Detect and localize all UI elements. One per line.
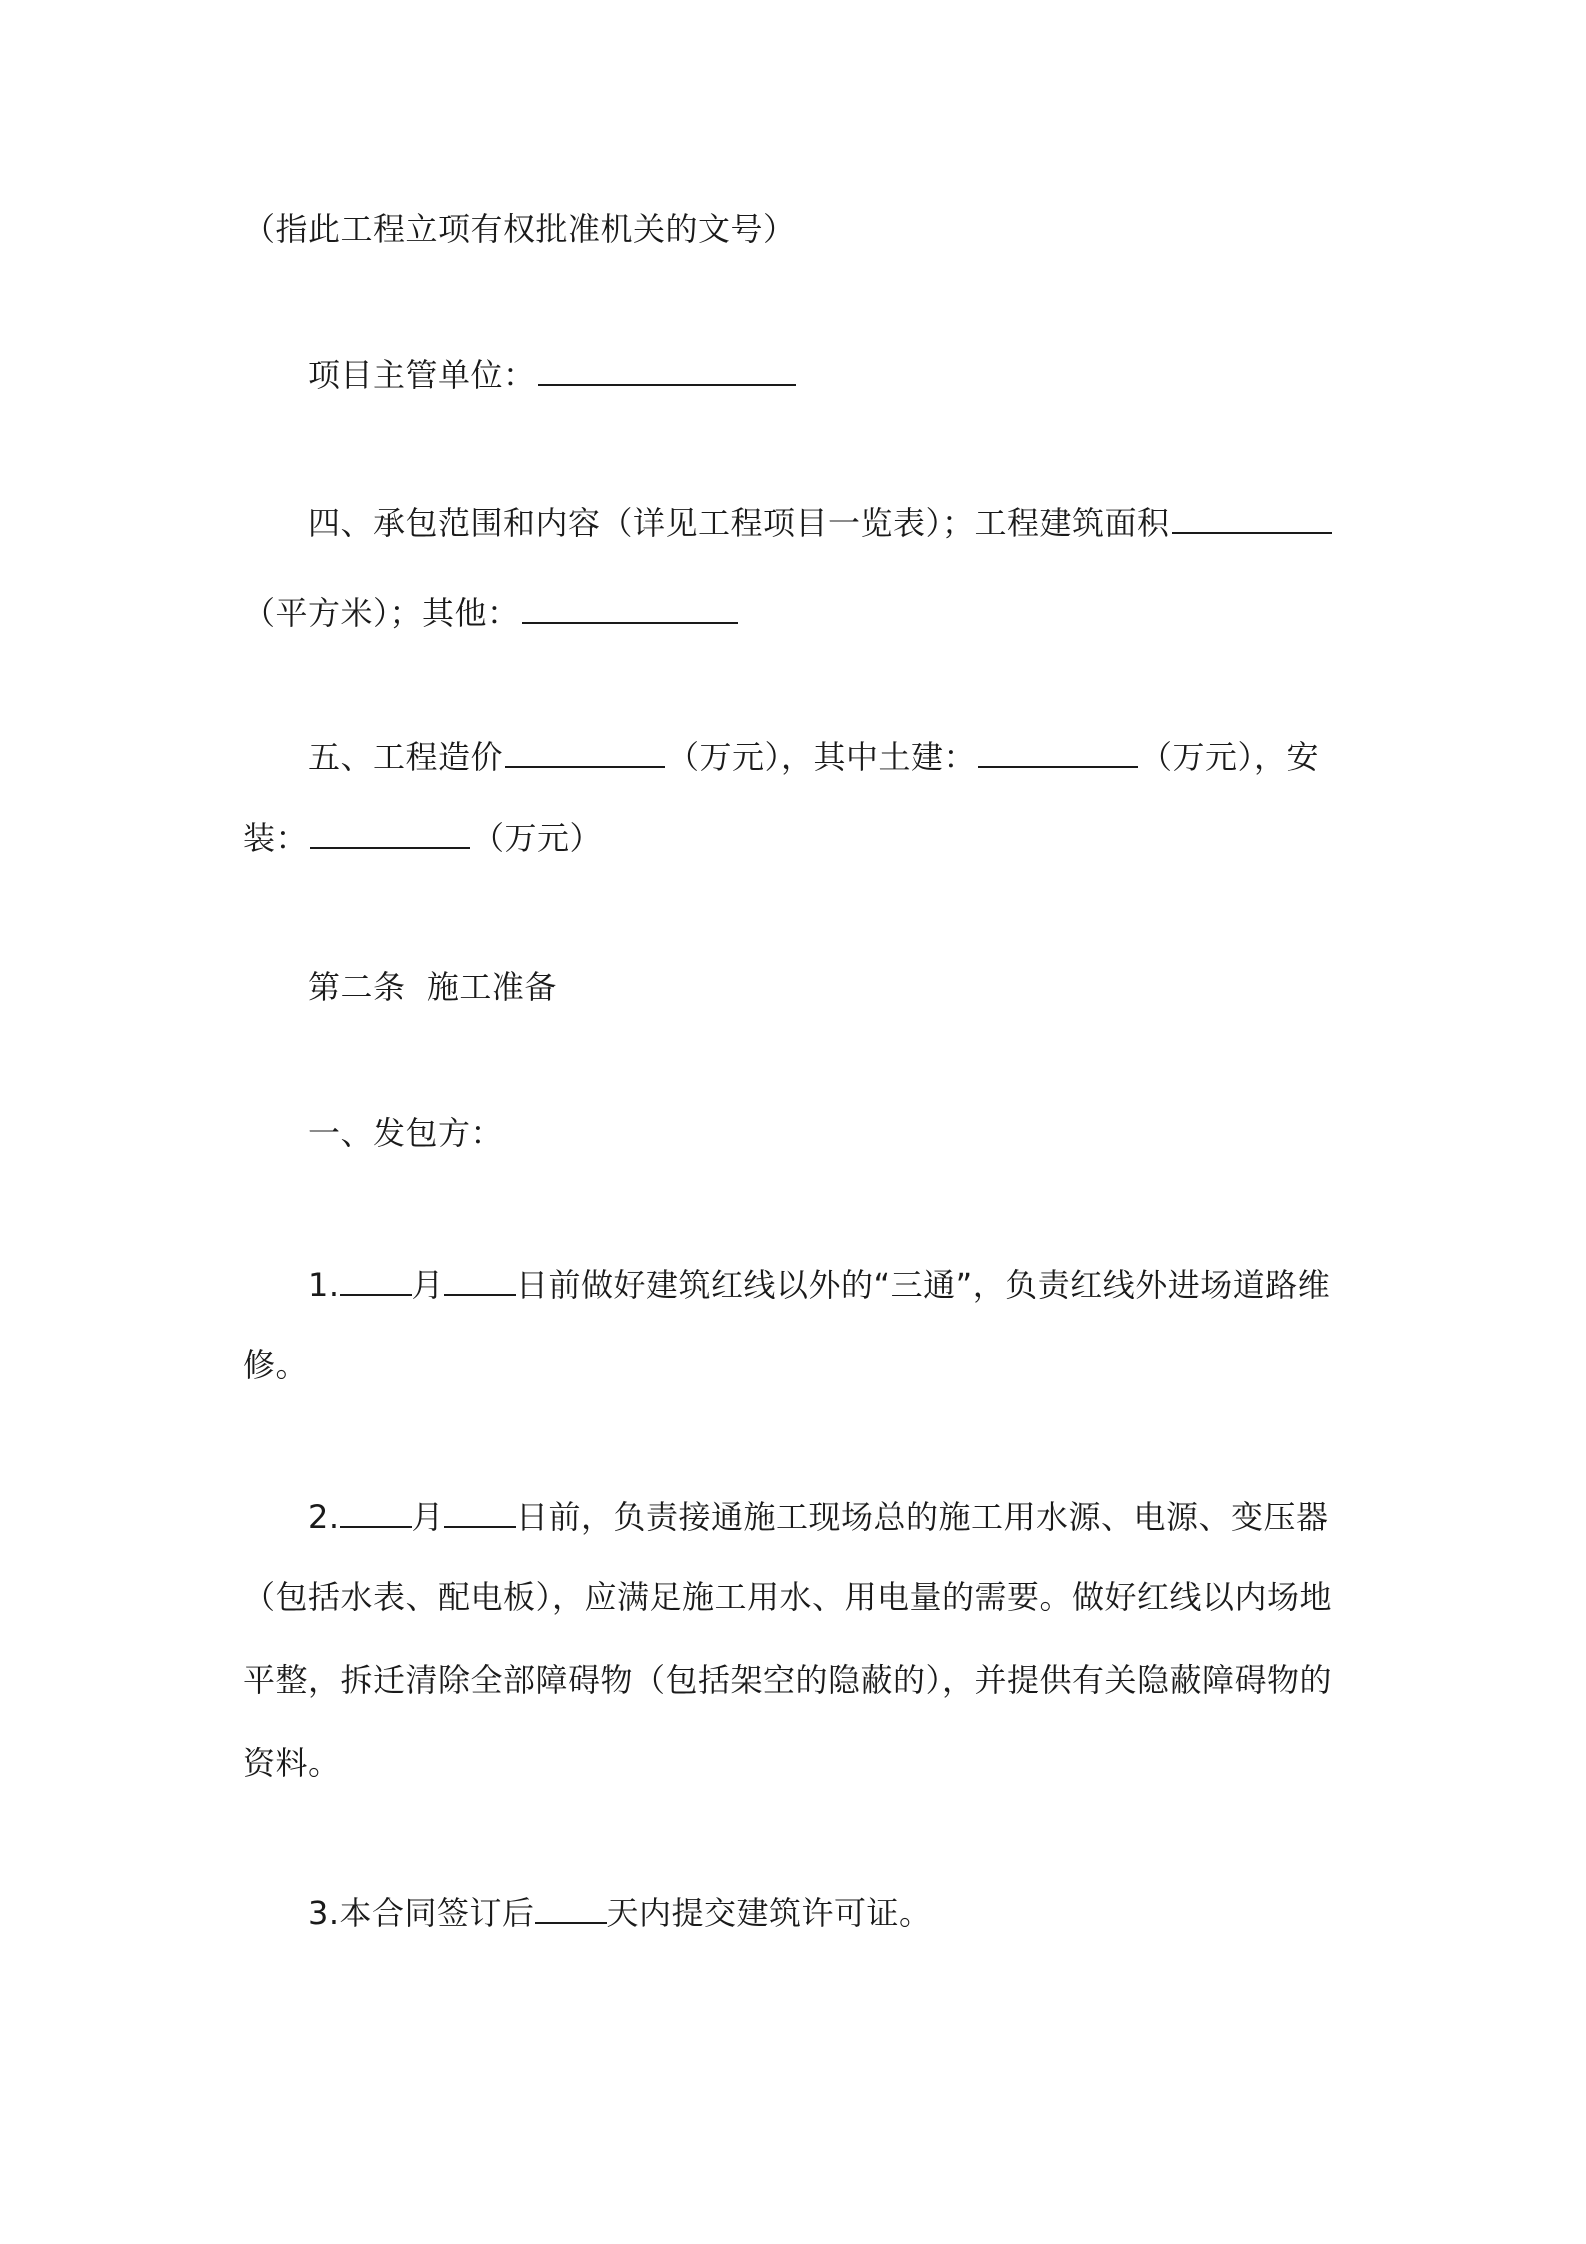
item-1-number: 1. — [308, 1266, 340, 1304]
section-heading — [308, 1113, 503, 1153]
text-line-item-2-cont-3 — [243, 1743, 341, 1783]
item-3-text: 3.本合同签订后 — [308, 1894, 535, 1932]
supervising-unit-label: 项目主管单位： — [308, 356, 536, 394]
item-2-month: 月 — [411, 1498, 445, 1536]
text-line-item-1 — [308, 1265, 1330, 1305]
item-1-text: 日前做好建筑红线以外的“三通”，负责红线外进场道路维 — [516, 1266, 1331, 1304]
text-line-item-1-cont — [243, 1345, 308, 1385]
area-unit-text: （平方米）；其他： — [243, 594, 520, 632]
article-two-title: 第二条 施工准备 — [308, 968, 557, 1006]
text-line-installation — [243, 818, 602, 858]
installation-blank[interactable] — [310, 819, 470, 849]
item-1-month: 月 — [411, 1266, 445, 1304]
scope-text: 四、承包范围和内容（详见工程项目一览表）；工程建筑面积 — [308, 504, 1170, 542]
installation-label-cont: 装： — [243, 819, 309, 857]
item-2-month-blank[interactable] — [340, 1498, 412, 1528]
other-blank[interactable] — [522, 594, 738, 624]
text-line-approval-number — [243, 209, 796, 249]
installation-unit: （万元） — [472, 819, 603, 857]
supervising-unit-blank[interactable] — [538, 356, 796, 386]
project-cost-blank[interactable] — [505, 738, 665, 768]
text-line-item-2 — [308, 1497, 1329, 1537]
text-line-supervising-unit — [308, 355, 798, 395]
item-2-number: 2. — [308, 1498, 340, 1536]
item-1-day-blank[interactable] — [444, 1266, 516, 1296]
item-1-text-cont: 修。 — [243, 1346, 309, 1384]
text-line-item-2-cont-2 — [243, 1660, 1332, 1700]
project-cost-label: 五、工程造价 — [308, 738, 504, 776]
text-line-area-unit — [243, 593, 740, 633]
item-2-text: 日前，负责接通施工现场总的施工用水源、电源、变压器 — [516, 1498, 1329, 1536]
text-line-scope — [308, 503, 1334, 543]
text-line-item-2-cont-1 — [243, 1577, 1332, 1617]
civil-works-blank[interactable] — [978, 738, 1138, 768]
item-3-text-end: 天内提交建筑许可证。 — [606, 1894, 932, 1932]
item-2-text-cont-3: 资料。 — [243, 1744, 341, 1782]
item-2-text-cont-2: 平整，拆迁清除全部障碍物（包括架空的隐蔽的），并提供有关隐蔽障碍物的 — [243, 1661, 1333, 1699]
building-area-blank[interactable] — [1172, 504, 1332, 534]
item-2-day-blank[interactable] — [444, 1498, 516, 1528]
text-line-project-cost — [308, 737, 1319, 777]
employer-heading: 一、发包方： — [308, 1114, 504, 1152]
article-heading — [308, 967, 557, 1007]
item-1-month-blank[interactable] — [340, 1266, 412, 1296]
text-line-item-3 — [308, 1893, 932, 1933]
civil-works-label: （万元），其中土建： — [667, 738, 977, 776]
installation-label: （万元），安 — [1140, 738, 1320, 776]
item-3-days-blank[interactable] — [535, 1894, 607, 1924]
approval-number-note: （指此工程立项有权批准机关的文号） — [243, 210, 796, 248]
item-2-text-cont-1: （包括水表、配电板），应满足施工用水、用电量的需要。做好红线以内场地 — [243, 1578, 1333, 1616]
